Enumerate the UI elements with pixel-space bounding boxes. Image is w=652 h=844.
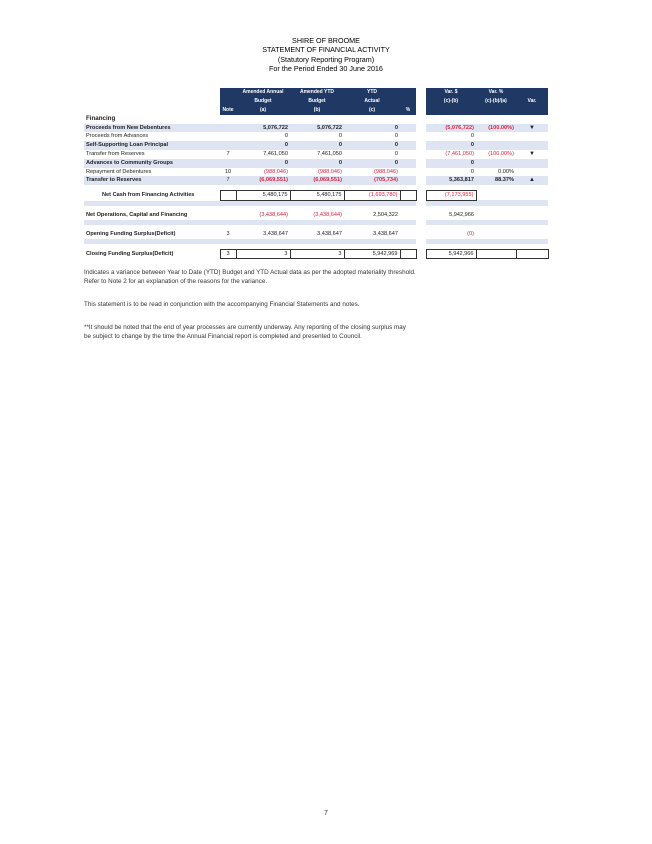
col-var-dollar: Var. $ [426, 88, 476, 97]
variance-arrow-icon [516, 168, 548, 177]
table-row [84, 176, 548, 185]
closing-surplus-note-line1: **It should be noted that the end of year processes are currently underway. Any reporting of the closing surplus may [84, 324, 406, 331]
statement-header [0, 36, 652, 74]
row-value-c: (705,734) [344, 176, 400, 185]
table-row [84, 132, 548, 141]
closing-surplus-row: Closing Funding Surplus(Deficit) 3 3 3 5,942,969 5,942,966 [84, 249, 548, 259]
col-ytd: YTD [344, 88, 400, 97]
row-variance-dollar: 0 [426, 141, 476, 150]
row-variance-dollar: 0 [470, 168, 474, 175]
net-operations-row: Net Operations, Capital and Financing (3,438,644) (3,438,644) 2,504,322 5,942,966 [86, 211, 474, 218]
shire-name: SHIRE OF BROOME [292, 36, 360, 45]
variance-arrow-icon: ▼ [529, 150, 535, 157]
row-label: Transfer to Reserves [84, 176, 220, 185]
table-row [84, 150, 548, 159]
table-row [84, 124, 548, 133]
row-value-c: 0 [344, 124, 400, 133]
row-variance-dollar: 0 [426, 159, 476, 168]
conjunction-note: This statement is to be read in conjunction with the accompanying Financial Statements and notes. [84, 301, 360, 308]
row-note [220, 132, 236, 141]
table-row [84, 141, 548, 150]
row-variance-pct [476, 132, 516, 141]
row-value-b: 0 [290, 159, 344, 168]
row-note [220, 159, 236, 168]
variance-arrow-icon: ▲ [516, 176, 548, 185]
row-variance-dollar: (7,461,050) [445, 150, 474, 157]
row-value-a: 0 [236, 141, 290, 150]
row-note [220, 124, 236, 133]
variance-note [84, 268, 544, 286]
variance-note-line2: Refer to Note 2 for an explanation of the reasons for the variance. [84, 278, 268, 285]
variance-arrow-icon: ▼ [516, 124, 548, 133]
statement-period: For the Period Ended 30 June 2016 [269, 64, 383, 74]
row-variance-pct: 88.37% [476, 176, 516, 185]
row-note [220, 141, 236, 150]
closing-surplus-note [84, 323, 544, 341]
row-variance-pct: 0.00% [498, 168, 514, 175]
row-note: 7 [220, 176, 236, 185]
row-value-a: 5,076,722 [236, 124, 290, 133]
row-value-a: 0 [284, 133, 288, 140]
row-variance-dollar: 5,363,817 [426, 176, 476, 185]
row-variance-dollar: (5,076,722) [426, 124, 476, 133]
row-label: Advances to Community Groups [84, 159, 220, 168]
variance-arrow-icon [516, 132, 548, 141]
row-value-c: 0 [344, 141, 400, 150]
col-note: Note [220, 106, 236, 115]
col-pct: % [400, 106, 416, 115]
row-value-b: (988,046) [318, 168, 342, 175]
row-note: 7 [226, 150, 230, 157]
row-variance-pct: (100.00%) [488, 150, 514, 157]
row-value-c: 0 [394, 133, 398, 140]
row-value-c: 0 [394, 150, 398, 157]
closing-surplus-label: Closing Funding Surplus(Deficit) [86, 250, 174, 257]
col-var: Var. [516, 97, 548, 106]
statement-subtitle: (Statutory Reporting Program) [277, 54, 375, 64]
row-variance-pct [476, 159, 516, 168]
statement-title: STATEMENT OF FINANCIAL ACTIVITY [262, 45, 390, 55]
variance-arrow-icon [516, 141, 548, 150]
row-value-b: (6,069,551) [290, 176, 344, 185]
section-financing: Financing [86, 114, 116, 122]
row-value-c: (988,046) [374, 168, 398, 175]
row-value-b: 0 [338, 133, 342, 140]
row-value-a: (6,069,551) [236, 176, 290, 185]
table-row [84, 159, 548, 168]
opening-surplus-label: Opening Funding Surplus(Deficit) [86, 230, 176, 237]
row-value-b: 5,076,722 [290, 124, 344, 133]
row-label: Repayment of Debentures [86, 168, 152, 175]
row-note: 10 [224, 168, 232, 175]
col-var-pct: Var. % [476, 88, 516, 97]
row-variance-dollar: 0 [470, 133, 474, 140]
variance-arrow-icon [516, 159, 548, 168]
row-value-a: 7,461,050 [263, 150, 288, 157]
net-cash-row: Net Cash from Financing Activities 5,480,175 5,480,175 (1,693,780) (7,173,955) [84, 191, 548, 201]
table-row [84, 168, 548, 177]
row-label: Transfer from Reserves [86, 150, 145, 157]
net-cash-label: Net Cash from Financing Activities [102, 192, 195, 199]
closing-surplus-note-line2: be subject to change by the time the Annual Financial report is completed and presented to Council. [84, 333, 362, 340]
row-value-b: 7,461,050 [317, 150, 342, 157]
row-variance-pct: (100.00%) [476, 124, 516, 133]
row-label: Proceeds from Advances [86, 133, 149, 140]
row-value-a: 0 [236, 159, 290, 168]
variance-note-line1: Indicates a variance between Year to Date (YTD) Budget and YTD Actual data as per the adopted materiality threshold. [84, 269, 416, 276]
net-operations-label: Net Operations, Capital and Financing [86, 211, 188, 218]
financing-table: Amended Annual Amended YTD YTD Var. $ Var. % Budget Budget Actual (c)-(b) (c)-(b)/(a) Var. Note (a) (b) (c) % Financing Proceeds from New Debentures 5,076,722 5,076,722 0 (5,076,722) (100.00%) ▼ Proceeds from Advances 0 0 0 0 Self-Supporting Loan Principal 0 0 0 0 Transfer from Reserves 7 7,461,050 7,461,050 0 (7,461,050) (100.00%) ▼ Advances to Community Groups 0 0 0 0 Repayment of Debentures 10 (988,046) (988,046) (988,046) 0 0.00% Transfer to Reserves 7 (6,069,551) (6,069,551) (705,734) 5,363,817 88.37% ▲ Net Cash from Financing Activities 5,480,175 5,480,175 (1,693,780) (7,173,955) Net Operations, Capital and Financing (3,438,644) (3,438,644) 2,504,322 5,942,966 Opening Funding Surplus(Deficit) 3 3,438,647 3,438,647 3,438,647 (0) Closing Funding Surplus(Deficit) 3 3 3 5,942,969 5,942,966 [84, 88, 549, 259]
row-label: Self-Supporting Loan Principal [84, 141, 220, 150]
row-variance-pct [476, 141, 516, 150]
row-value-c: 0 [344, 159, 400, 168]
col-amended-ytd: Amended YTD [290, 88, 344, 97]
row-value-a: (988,046) [264, 168, 288, 175]
page-number: 7 [324, 810, 328, 817]
row-label: Proceeds from New Debentures [84, 124, 220, 133]
col-amended-annual: Amended Annual [236, 88, 290, 97]
opening-surplus-row: Opening Funding Surplus(Deficit) 3 3,438,647 3,438,647 3,438,647 (0) [86, 230, 474, 237]
row-value-b: 0 [290, 141, 344, 150]
